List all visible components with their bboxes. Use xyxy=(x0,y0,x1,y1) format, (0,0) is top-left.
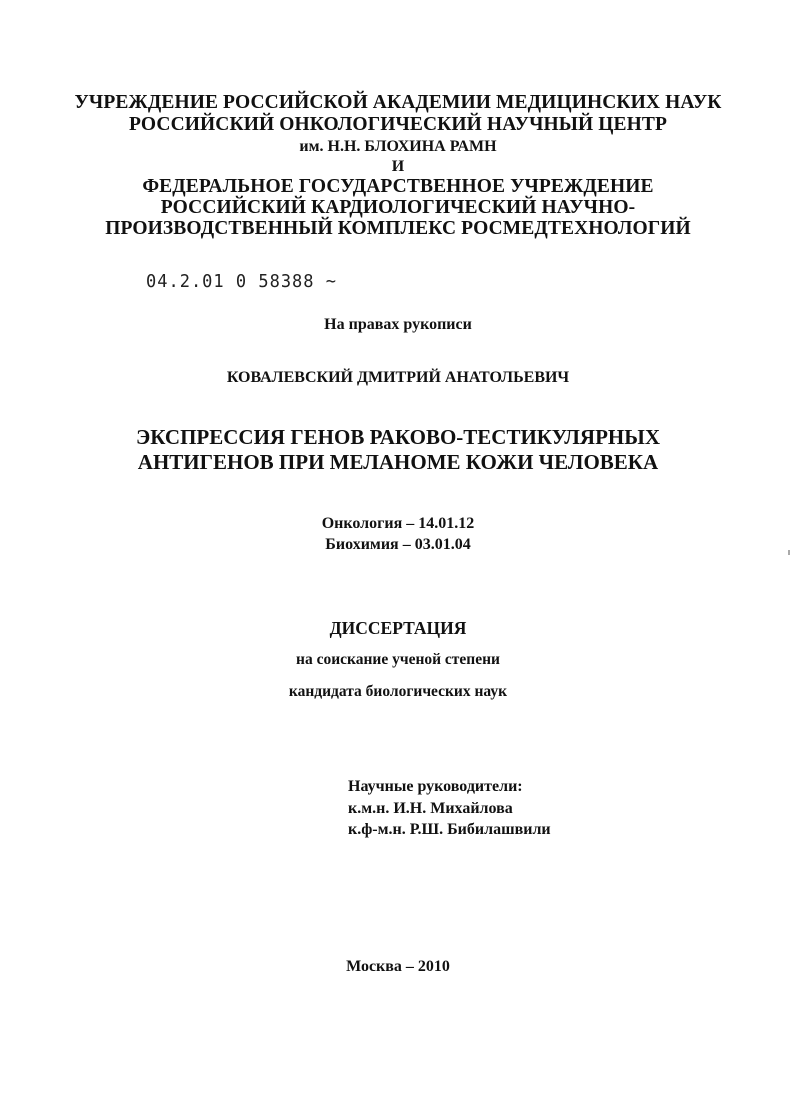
supervisors-heading: Научные руководители: xyxy=(348,778,523,795)
work-type: ДИССЕРТАЦИЯ xyxy=(329,618,467,638)
institution-line-1: УЧРЕЖДЕНИЕ РОССИЙСКОЙ АКАДЕМИИ МЕДИЦИНСКИХ НАУК xyxy=(74,92,722,113)
institution-line-2: РОССИЙСКИЙ ОНКОЛОГИЧЕСКИЙ НАУЧНЫЙ ЦЕНТР xyxy=(128,114,668,135)
specialty-biochemistry: Биохимия – 03.01.04 xyxy=(325,536,471,553)
dissertation-title-line-1: ЭКСПРЕССИЯ ГЕНОВ РАКОВО-ТЕСТИКУЛЯРНЫХ xyxy=(135,425,661,449)
dissertation-title-line-2: АНТИГЕНОВ ПРИ МЕЛАНОМЕ КОЖИ ЧЕЛОВЕКА xyxy=(137,450,659,474)
institution-conjunction: И xyxy=(391,158,405,175)
degree-line-1: на соискание ученой степени xyxy=(296,651,500,668)
specialty-oncology: Онкология – 14.01.12 xyxy=(321,515,475,532)
scan-speck xyxy=(788,550,790,555)
rights-note: На правах рукописи xyxy=(324,316,472,333)
registration-number: 04.2.01 0 58388 ~ xyxy=(146,271,337,293)
supervisors-block xyxy=(348,776,551,841)
institution-line-7: ПРОИЗВОДСТВЕННЫЙ КОМПЛЕКС РОСМЕДТЕХНОЛОГИЙ xyxy=(105,218,691,239)
institution-line-6: РОССИЙСКИЙ КАРДИОЛОГИЧЕСКИЙ НАУЧНО- xyxy=(160,197,636,218)
institution-line-5: ФЕДЕРАЛЬНОЕ ГОСУДАРСТВЕННОЕ УЧРЕЖДЕНИЕ xyxy=(142,176,654,197)
author-name: КОВАЛЕВСКИЙ ДМИТРИЙ АНАТОЛЬЕВИЧ xyxy=(226,369,570,386)
supervisor-2: к.ф-м.н. Р.Ш. Бибилашвили xyxy=(348,821,551,838)
place-year: Москва – 2010 xyxy=(346,958,450,975)
institution-line-3: им. Н.Н. БЛОХИНА РАМН xyxy=(299,138,497,155)
supervisor-1: к.м.н. И.Н. Михайлова xyxy=(348,799,513,817)
degree-line-2: кандидата биологических наук xyxy=(288,683,508,700)
